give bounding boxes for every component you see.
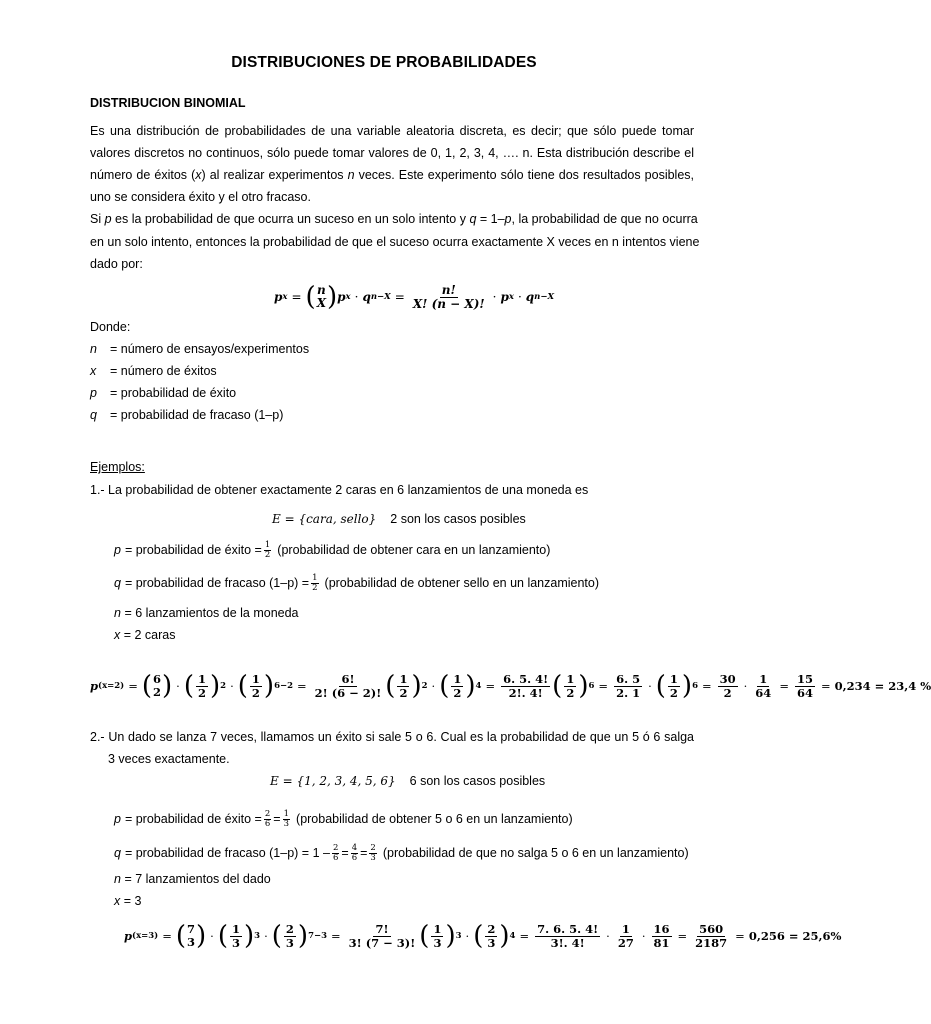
example-1-result: 0,234 = 23,4 % (834, 679, 931, 693)
def-desc-n: = número de ensayos/experimentos (110, 342, 310, 356)
example-2-q-line: q = probabilidad de fracaso (1–p) = 1 – $\frac{2}{6}$ = $\frac{4}{6}$ = $\frac{2}{3}$ (probabilidad de que no salga 5 o 6 en un lanzamiento) (114, 842, 689, 863)
intro-line-4: uno se considera éxito y el otro fracaso. (90, 190, 311, 204)
intro-line-6: en un solo intento, entonces la probabilidad de que el suceso ocurra exactamente X veces en n intentos viene (90, 235, 700, 249)
example-1-sample-space: E = {cara, sello} 2 son los casos posibles (272, 512, 526, 526)
example-1-statement: 1.- La probabilidad de obtener exactamente 2 caras en 6 lanzamientos de una moneda es (90, 483, 589, 497)
example-2-statement-2: 3 veces exactamente. (108, 752, 230, 766)
example-2-p-line: p = probabilidad de éxito = $\frac{2}{6}$ = $\frac{1}{3}$ (probabilidad de obtener 5 o 6 en un lanzamiento) (114, 808, 573, 829)
def-desc-q: = probabilidad de fracaso (1–p) (110, 408, 284, 422)
example-1-q-line: q = probabilidad de fracaso (1–p) = $\frac{1}{2}$ (probabilidad de obtener sello en un lanzamiento) (114, 572, 600, 593)
intro-line-2: valores discretos no continuos, sólo puede tomar valores de 0, 1, 2, 3, 4, …. n. Esta distribución describe el (90, 146, 694, 160)
intro-line-7: dado por: (90, 257, 143, 271)
example-1-x-line: x = 2 caras (114, 628, 176, 642)
def-var-q: q (90, 408, 97, 422)
def-var-n: n (90, 342, 97, 356)
example-2-statement-1: 2.- Un dado se lanza 7 veces, llamamos un éxito si sale 5 o 6. Cual es la probabilidad de que un 5 ó 6 salga (90, 730, 694, 744)
intro-line-3: número de éxitos (x) al realizar experimentos n veces. Este experimento sólo tiene dos resultados posibles, (90, 168, 694, 182)
example-1-n-line: n = 6 lanzamientos de la moneda (114, 606, 299, 620)
intro-line-5: Si p es la probabilidad de que ocurra un suceso en un solo intento y q = 1–p, la probabilidad de que no ocurra (90, 212, 698, 226)
example-1-computation: p (x=2) = ( 6 2 ) · ( $\frac{1}{2}$ ) 2 · ( $\frac{1}{2}$ ) 6−2 = $\frac{6!}{2! (6 - 2)!}$ ( $\frac{1}{2}$ ) 2 · ( $\frac{1}{2}$ ) 4 = $\frac{6. 5. 4!}{2!. 4!}$ ( $\frac{1}{2}$ ) 6 = $\frac{6. 5}{2. 1}$ · ( $\frac{1}{2}$ ) 6 = $\frac{30}{2}$ · $\frac{1}{64}$ = $\frac{15}{64}$ = 0,234 = 23,4 % (90, 671, 931, 701)
example-2-computation: p (x=3) = ( 7 3 ) · ( $\frac{1}{3}$ ) 3 · ( $\frac{2}{3}$ ) 7−3 = $\frac{7!}{3! (7 - 3)!}$ ( $\frac{1}{3}$ ) 3 · ( $\frac{2}{3}$ ) 4 = $\frac{7. 6. 5. 4!}{3!. 4!}$ · $\frac{1}{27}$ · $\frac{16}{81}$ = $\frac{560}{2187}$ = 0,256 = 25,6% (124, 921, 842, 951)
example-2-x-line: x = 3 (114, 894, 142, 908)
definitions-header: Donde: (90, 320, 131, 334)
def-desc-x: = número de éxitos (110, 364, 217, 378)
def-var-x: x (90, 364, 97, 378)
binomial-formula: p x = ( n X ) p x · q n−X = $\frac{n!}{X! (n - X)!}$ · p x · q n−X (274, 282, 555, 312)
example-2-sample-space: E = {1, 2, 3, 4, 5, 6} 6 son los casos posibles (270, 774, 546, 788)
def-desc-p: = probabilidad de éxito (110, 386, 237, 400)
intro-line-1: Es una distribución de probabilidades de una variable aleatoria discreta, es decir; que sólo puede tomar (90, 124, 694, 138)
page-title: DISTRIBUCIONES DE PROBABILIDADES (231, 54, 537, 71)
example-1-p-line: p = probabilidad de éxito = $\frac{1}{2}$ (probabilidad de obtener cara en un lanzamiento) (114, 539, 551, 560)
example-2-result: 0,256 = 25,6% (748, 929, 842, 943)
section-heading: DISTRIBUCION BINOMIAL (90, 96, 246, 110)
examples-header: Ejemplos: (90, 460, 145, 474)
def-var-p: p (90, 386, 97, 400)
example-2-n-line: n = 7 lanzamientos del dado (114, 872, 271, 886)
